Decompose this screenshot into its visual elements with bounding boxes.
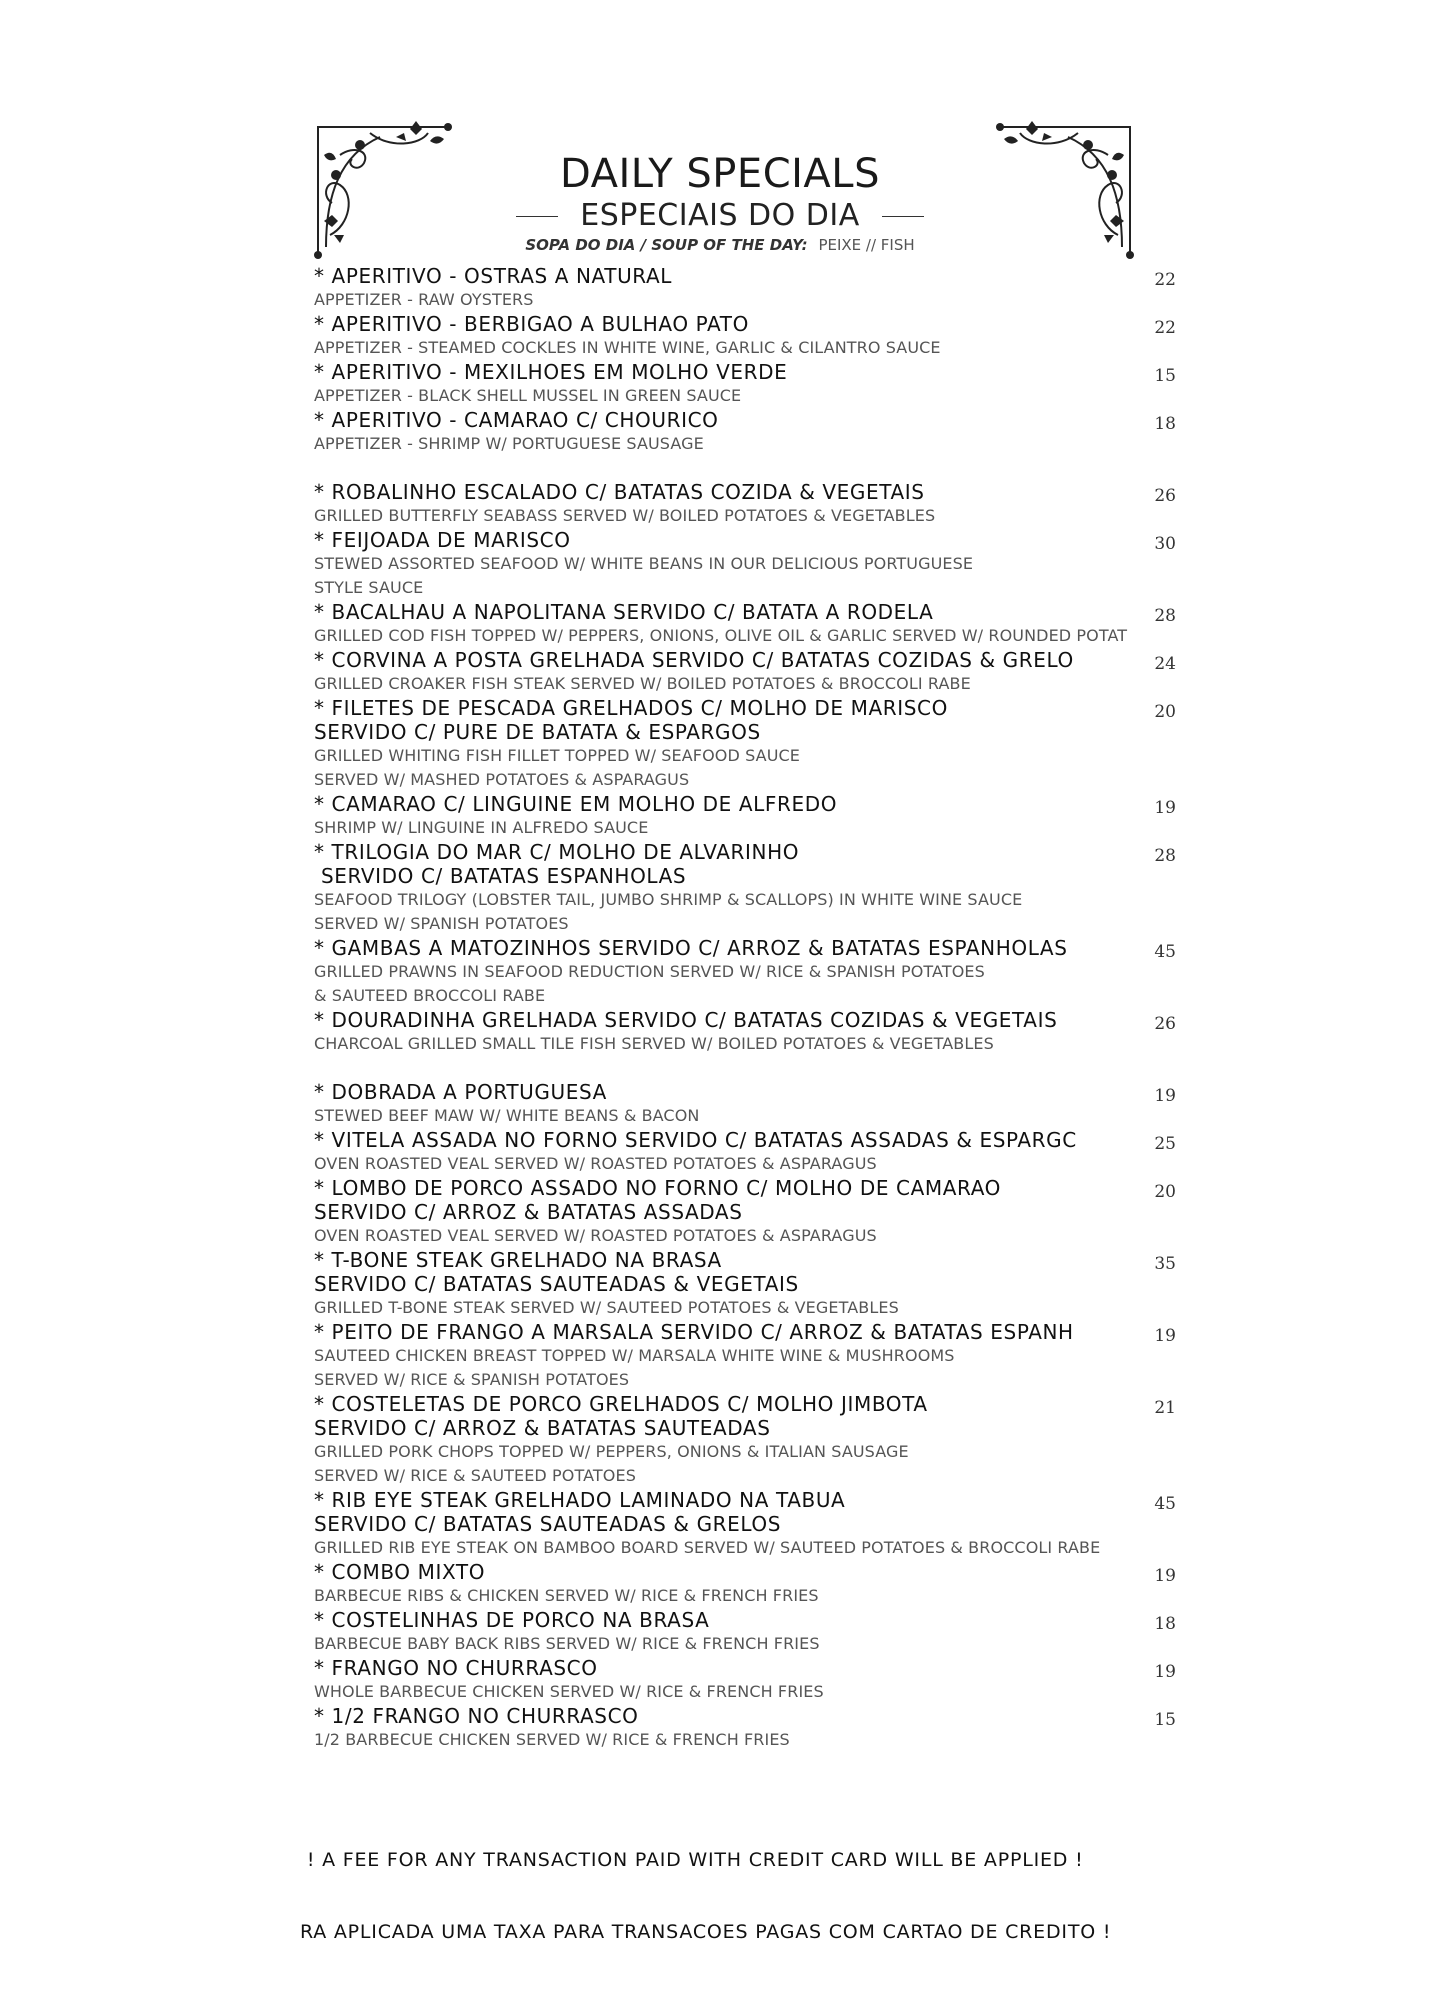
menu-item [314,1248,1176,1320]
page-subtitle: ESPECIAIS DO DIA [580,198,860,233]
menu-item-name: SERVIDO C/ ARROZ & BATATAS SAUTEADAS [314,1416,771,1440]
menu-item-price: 28 [1154,846,1176,866]
menu-item-name: * APERITIVO - MEXILHOES EM MOLHO VERDE [314,360,788,384]
menu-item-name: * VITELA ASSADA NO FORNO SERVIDO C/ BATATAS ASSADAS & ESPARGC [314,1128,1077,1152]
menu-item-description: BARBECUE BABY BACK RIBS SERVED W/ RICE & FRENCH FRIES [314,1634,820,1653]
menu-item-price: 22 [1154,318,1176,338]
menu-item-description: STYLE SAUCE [314,578,424,597]
menu-item-price: 30 [1154,534,1176,554]
menu-item-name: * FRANGO NO CHURRASCO [314,1656,598,1680]
menu-item [314,792,1176,840]
soup-value: PEIXE // FISH [818,236,915,254]
menu-item-name: * BACALHAU A NAPOLITANA SERVIDO C/ BATATA A RODELA [314,600,934,624]
menu-item-description: APPETIZER - RAW OYSTERS [314,290,534,309]
menu-item-description: STEWED ASSORTED SEAFOOD W/ WHITE BEANS IN OUR DELICIOUS PORTUGUESE [314,554,974,573]
menu-item [314,408,1176,456]
menu-item-price: 18 [1154,1614,1176,1634]
menu-item [314,528,1176,600]
menu-item [314,696,1176,792]
menu-item-price: 19 [1154,1566,1176,1586]
menu-item-price: 20 [1154,1182,1176,1202]
menu-item-price: 15 [1154,1710,1176,1730]
soup-label: SOPA DO DIA / SOUP OF THE DAY: [525,236,808,254]
menu-item [314,1080,1176,1128]
menu-item [314,936,1176,1008]
menu-item-price: 26 [1154,486,1176,506]
menu-item-description: APPETIZER - BLACK SHELL MUSSEL IN GREEN SAUCE [314,386,742,405]
menu-item-name: * COMBO MIXTO [314,1560,486,1584]
menu-item-name: * GAMBAS A MATOZINHOS SERVIDO C/ ARROZ & BATATAS ESPANHOLAS [314,936,1068,960]
menu-item-description: SEAFOOD TRILOGY (LOBSTER TAIL, JUMBO SHRIMP & SCALLOPS) IN WHITE WINE SAUCE [314,890,1023,909]
menu-item-price: 25 [1154,1134,1176,1154]
menu-item-description: BARBECUE RIBS & CHICKEN SERVED W/ RICE & FRENCH FRIES [314,1586,819,1605]
menu-item-name: * TRILOGIA DO MAR C/ MOLHO DE ALVARINHO [314,840,800,864]
menu-item [314,1656,1176,1704]
menu-item-price: 19 [1154,798,1176,818]
menu-item-name: * 1/2 FRANGO NO CHURRASCO [314,1704,639,1728]
menu-item [314,1008,1176,1056]
notice-line-english: ! A FEE FOR ANY TRANSACTION PAID WITH CREDIT CARD WILL BE APPLIED ! [300,1849,1084,1871]
menu-item-description: SHRIMP W/ LINGUINE IN ALFREDO SAUCE [314,818,649,837]
menu-item-price: 22 [1154,270,1176,290]
menu-item [314,1392,1176,1488]
menu-item-price: 45 [1154,1494,1176,1514]
menu-item-description: GRILLED CROAKER FISH STEAK SERVED W/ BOILED POTATOES & BROCCOLI RABE [314,674,971,693]
menu-item-name: * FEIJOADA DE MARISCO [314,528,571,552]
menu-item-description: GRILLED PORK CHOPS TOPPED W/ PEPPERS, ONIONS & ITALIAN SAUSAGE [314,1442,909,1461]
menu-item [314,1488,1176,1560]
subtitle-rule-right [882,216,924,217]
menu-item-description: SAUTEED CHICKEN BREAST TOPPED W/ MARSALA WHITE WINE & MUSHROOMS [314,1346,955,1365]
menu-list [314,264,1176,1752]
menu-item-name: * DOBRADA A PORTUGUESA [314,1080,607,1104]
menu-item-description: SERVED W/ RICE & SAUTEED POTATOES [314,1466,636,1485]
menu-item-name: * ROBALINHO ESCALADO C/ BATATAS COZIDA & VEGETAIS [314,480,925,504]
menu-item-name: SERVIDO C/ BATATAS ESPANHOLAS [314,864,687,888]
soup-of-the-day [0,236,1440,254]
menu-item [314,1608,1176,1656]
menu-item-name: * CORVINA A POSTA GRELHADA SERVIDO C/ BATATAS COZIDAS & GRELO [314,648,1074,672]
menu-item-price: 28 [1154,606,1176,626]
menu-item-price: 19 [1154,1326,1176,1346]
menu-item-description: SERVED W/ RICE & SPANISH POTATOES [314,1370,630,1389]
menu-item-price: 45 [1154,942,1176,962]
menu-item-description: GRILLED PRAWNS IN SEAFOOD REDUCTION SERVED W/ RICE & SPANISH POTATOES [314,962,985,981]
menu-item-name: * DOURADINHA GRELHADA SERVIDO C/ BATATAS COZIDAS & VEGETAIS [314,1008,1058,1032]
menu-item-name: * LOMBO DE PORCO ASSADO NO FORNO C/ MOLHO DE CAMARAO [314,1176,1001,1200]
menu-item-description: APPETIZER - STEAMED COCKLES IN WHITE WINE, GARLIC & CILANTRO SAUCE [314,338,941,357]
menu-item-description: GRILLED T-BONE STEAK SERVED W/ SAUTEED POTATOES & VEGETABLES [314,1298,899,1317]
menu-item-name: * COSTELETAS DE PORCO GRELHADOS C/ MOLHO JIMBOTA [314,1392,928,1416]
menu-item-price: 21 [1154,1398,1176,1418]
menu-item-description: GRILLED BUTTERFLY SEABASS SERVED W/ BOILED POTATOES & VEGETABLES [314,506,936,525]
menu-item-description: CHARCOAL GRILLED SMALL TILE FISH SERVED W/ BOILED POTATOES & VEGETABLES [314,1034,994,1053]
menu-item-description: & SAUTEED BROCCOLI RABE [314,986,546,1005]
menu-item [314,1560,1176,1608]
menu-item-price: 18 [1154,414,1176,434]
menu-item [314,1704,1176,1752]
menu-item-price: 15 [1154,366,1176,386]
menu-item-description: APPETIZER - SHRIMP W/ PORTUGUESE SAUSAGE [314,434,704,453]
menu-item [314,264,1176,312]
menu-item [314,1176,1176,1248]
menu-item [314,600,1176,648]
menu-item-name: * RIB EYE STEAK GRELHADO LAMINADO NA TABUA [314,1488,846,1512]
menu-item-description: SERVED W/ SPANISH POTATOES [314,914,569,933]
menu-item-name: * PEITO DE FRANGO A MARSALA SERVIDO C/ ARROZ & BATATAS ESPANH [314,1320,1074,1344]
menu-item-name: SERVIDO C/ BATATAS SAUTEADAS & GRELOS [314,1512,782,1536]
credit-card-fee-notice [300,1800,1200,1992]
menu-item-description: SERVED W/ MASHED POTATOES & ASPARAGUS [314,770,690,789]
menu-item-description: GRILLED WHITING FISH FILLET TOPPED W/ SEAFOOD SAUCE [314,746,800,765]
menu-item-name: SERVIDO C/ ARROZ & BATATAS ASSADAS [314,1200,743,1224]
menu-item-name: * APERITIVO - CAMARAO C/ CHOURICO [314,408,719,432]
menu-item [314,1128,1176,1176]
subtitle-rule-left [516,216,558,217]
menu-item-name: SERVIDO C/ PURE DE BATATA & ESPARGOS [314,720,761,744]
menu-item-price: 20 [1154,702,1176,722]
menu-item-description: OVEN ROASTED VEAL SERVED W/ ROASTED POTATOES & ASPARAGUS [314,1154,877,1173]
menu-item [314,840,1176,936]
menu-item-description: 1/2 BARBECUE CHICKEN SERVED W/ RICE & FRENCH FRIES [314,1730,790,1749]
menu-item-description: STEWED BEEF MAW W/ WHITE BEANS & BACON [314,1106,700,1125]
menu-item-description: GRILLED COD FISH TOPPED W/ PEPPERS, ONIONS, OLIVE OIL & GARLIC SERVED W/ ROUNDED POTAT [314,626,1128,645]
notice-line-portuguese: RA APLICADA UMA TAXA PARA TRANSACOES PAGAS COM CARTAO DE CREDITO ! [300,1921,1112,1943]
page-title: DAILY SPECIALS [560,151,880,197]
menu-item-name: * FILETES DE PESCADA GRELHADOS C/ MOLHO DE MARISCO [314,696,948,720]
menu-item-description: GRILLED RIB EYE STEAK ON BAMBOO BOARD SERVED W/ SAUTEED POTATOES & BROCCOLI RABE [314,1538,1101,1557]
menu-item [314,1320,1176,1392]
menu-item-name: * COSTELINHAS DE PORCO NA BRASA [314,1608,710,1632]
menu-item-price: 26 [1154,1014,1176,1034]
menu-item-description: WHOLE BARBECUE CHICKEN SERVED W/ RICE & FRENCH FRIES [314,1682,824,1701]
menu-item-price: 19 [1154,1662,1176,1682]
menu-item-name: SERVIDO C/ BATATAS SAUTEADAS & VEGETAIS [314,1272,799,1296]
menu-item-name: * APERITIVO - OSTRAS A NATURAL [314,264,673,288]
menu-item-description: OVEN ROASTED VEAL SERVED W/ ROASTED POTATOES & ASPARAGUS [314,1226,877,1245]
menu-item-price: 19 [1154,1086,1176,1106]
menu-item-name: * CAMARAO C/ LINGUINE EM MOLHO DE ALFREDO [314,792,838,816]
subtitle-row [0,198,1440,234]
menu-item [314,312,1176,360]
menu-item [314,648,1176,696]
menu-item-price: 35 [1154,1254,1176,1274]
menu-item [314,480,1176,528]
menu-item [314,360,1176,408]
menu-item-price: 24 [1154,654,1176,674]
menu-item-name: * T-BONE STEAK GRELHADO NA BRASA [314,1248,722,1272]
menu-item-name: * APERITIVO - BERBIGAO A BULHAO PATO [314,312,749,336]
